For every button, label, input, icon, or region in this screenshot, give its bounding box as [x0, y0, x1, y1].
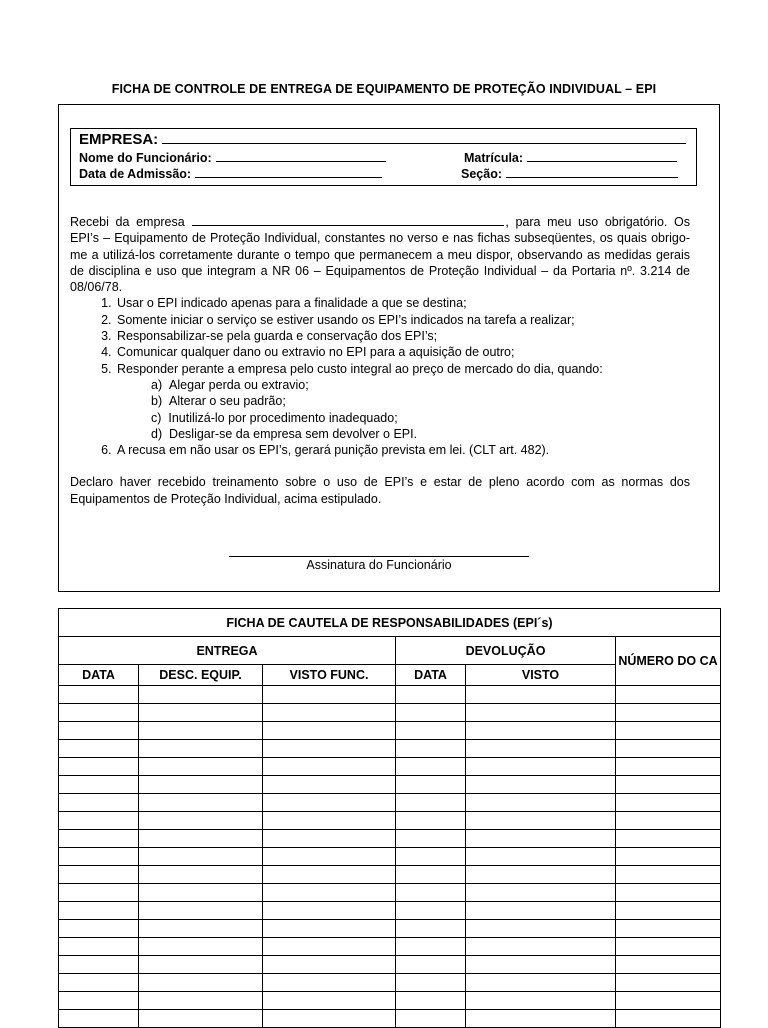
table-cell[interactable]	[616, 686, 721, 704]
column-header-equipment: DESC. EQUIP.	[139, 665, 263, 686]
table-cell[interactable]	[139, 992, 263, 1010]
table-cell[interactable]	[263, 704, 396, 722]
table-cell[interactable]	[466, 866, 616, 884]
table-cell[interactable]	[59, 992, 139, 1010]
table-cell[interactable]	[139, 758, 263, 776]
table-cell[interactable]	[396, 956, 466, 974]
table-cell[interactable]	[263, 758, 396, 776]
table-cell[interactable]	[263, 866, 396, 884]
table-cell[interactable]	[396, 938, 466, 956]
table-cell[interactable]	[139, 776, 263, 794]
table-cell[interactable]	[616, 992, 721, 1010]
list-item: 4. Comunicar qualquer dano ou extravio no EPI para a aquisição de outro;	[115, 344, 690, 360]
table-cell[interactable]	[616, 956, 721, 974]
table-cell[interactable]	[139, 884, 263, 902]
table-cell[interactable]	[263, 902, 396, 920]
table-row	[59, 740, 721, 758]
column-header-return-date: DATA	[396, 665, 466, 686]
table-cell[interactable]	[139, 920, 263, 938]
table-cell[interactable]	[59, 1010, 139, 1028]
admission-date-field[interactable]	[195, 166, 382, 178]
table-cell[interactable]	[139, 974, 263, 992]
table-cell[interactable]	[263, 1010, 396, 1028]
table-cell[interactable]	[263, 992, 396, 1010]
obligations-list	[70, 295, 690, 458]
table-row	[59, 776, 721, 794]
table-cell[interactable]	[616, 902, 721, 920]
table-cell[interactable]	[396, 776, 466, 794]
table-row	[59, 758, 721, 776]
table-cell[interactable]	[396, 920, 466, 938]
table-cell[interactable]	[466, 740, 616, 758]
table-cell[interactable]	[263, 812, 396, 830]
table-row	[59, 722, 721, 740]
table-cell[interactable]	[59, 956, 139, 974]
table-cell[interactable]	[59, 920, 139, 938]
sub-list-item: d) Desligar-se da empresa sem devolver o EPI.	[151, 426, 418, 441]
table-cell[interactable]	[616, 830, 721, 848]
table-row	[59, 866, 721, 884]
table-cell[interactable]	[616, 974, 721, 992]
list-item: 1. Usar o EPI indicado apenas para a finalidade a que se destina;	[115, 295, 690, 311]
table-cell[interactable]	[616, 848, 721, 866]
list-item	[115, 361, 690, 442]
table-cell[interactable]	[59, 722, 139, 740]
table-cell[interactable]	[396, 686, 466, 704]
list-item: 2. Somente iniciar o serviço se estiver usando os EPI’s indicados na tarefa a realizar;	[115, 312, 690, 328]
table-cell[interactable]	[139, 704, 263, 722]
table-cell[interactable]	[59, 776, 139, 794]
list-item: 3. Responsabilizar-se pela guarda e conservação dos EPI’s;	[115, 328, 690, 344]
table-cell[interactable]	[59, 848, 139, 866]
table-cell[interactable]	[59, 938, 139, 956]
table-cell[interactable]	[139, 956, 263, 974]
table-cell[interactable]	[616, 722, 721, 740]
company-blank-field[interactable]	[192, 214, 504, 226]
section-label: Seção:	[461, 167, 502, 181]
table-cell[interactable]	[139, 722, 263, 740]
table-cell[interactable]	[616, 776, 721, 794]
table-cell[interactable]	[466, 686, 616, 704]
registration-label: Matrícula:	[464, 151, 524, 165]
table-cell[interactable]	[466, 956, 616, 974]
receipt-end: , para meu uso obrigatório. Os EPI’s – Equipamento de Proteção Individual, constantes no verso e nas fichas subseqüentes, os quais obrigo-me a utilizá-los corretamente durante o tempo que permanecem a meu dispor, observando as medidas gerais de disciplina e uso que integram a NR 06 – Equipamentos de Proteção Individual – da Portaria nº. 3.214 de 08/06/78.	[70, 215, 690, 295]
table-cell[interactable]	[396, 812, 466, 830]
employee-name-label: Nome do Funcionário:	[79, 151, 212, 165]
list-item-text: Responder perante a empresa pelo custo integral ao preço de mercado do dia, quando:	[117, 361, 603, 376]
return-group-header: DEVOLUÇÃO	[396, 637, 616, 665]
table-row	[59, 920, 721, 938]
table-row	[59, 884, 721, 902]
table-cell[interactable]	[263, 920, 396, 938]
table-row	[59, 704, 721, 722]
table-cell[interactable]	[139, 1010, 263, 1028]
table-cell[interactable]	[396, 992, 466, 1010]
table-cell[interactable]	[616, 704, 721, 722]
section-field[interactable]	[506, 166, 678, 178]
table-cell[interactable]	[139, 902, 263, 920]
table-cell[interactable]	[263, 974, 396, 992]
registration-field[interactable]	[527, 150, 677, 162]
table-cell[interactable]	[263, 740, 396, 758]
table-cell[interactable]	[263, 776, 396, 794]
table-cell[interactable]	[616, 740, 721, 758]
table-row	[59, 992, 721, 1010]
table-cell[interactable]	[396, 740, 466, 758]
company-field[interactable]	[162, 131, 686, 144]
table-cell[interactable]	[466, 830, 616, 848]
table-cell[interactable]	[59, 830, 139, 848]
table-cell[interactable]	[396, 902, 466, 920]
table-row	[59, 686, 721, 704]
sub-list-item: b) Alterar o seu padrão;	[151, 394, 286, 409]
responsibility-table	[58, 608, 721, 1028]
table-cell[interactable]	[616, 758, 721, 776]
sub-list	[117, 377, 690, 442]
table-cell[interactable]	[139, 848, 263, 866]
table-cell[interactable]	[263, 848, 396, 866]
table-cell[interactable]	[263, 794, 396, 812]
list-item: 6. A recusa em não usar os EPI’s, gerará punição prevista em lei. (CLT art. 482).	[115, 442, 690, 458]
table-row	[59, 956, 721, 974]
table-cell[interactable]	[466, 722, 616, 740]
table-cell[interactable]	[616, 812, 721, 830]
document-title: FICHA DE CONTROLE DE ENTREGA DE EQUIPAMENTO DE PROTEÇÃO INDIVIDUAL – EPI	[111, 82, 657, 96]
declaration-text	[70, 214, 690, 507]
table-cell[interactable]	[466, 884, 616, 902]
table-cell[interactable]	[263, 956, 396, 974]
table-cell[interactable]	[396, 704, 466, 722]
table-cell[interactable]	[466, 1010, 616, 1028]
table-cell[interactable]	[616, 920, 721, 938]
table-row	[59, 830, 721, 848]
table-cell[interactable]	[466, 902, 616, 920]
table-cell[interactable]	[59, 812, 139, 830]
table-cell[interactable]	[139, 812, 263, 830]
table-cell[interactable]	[263, 722, 396, 740]
column-header-check: VISTO	[466, 665, 616, 686]
table-row	[59, 902, 721, 920]
table-row	[59, 812, 721, 830]
table-cell[interactable]	[396, 758, 466, 776]
table-cell[interactable]	[139, 740, 263, 758]
table-cell[interactable]	[59, 866, 139, 884]
table-cell[interactable]	[59, 740, 139, 758]
table-cell[interactable]	[466, 704, 616, 722]
table-cell[interactable]	[396, 974, 466, 992]
table-cell[interactable]	[466, 812, 616, 830]
table-cell[interactable]	[396, 830, 466, 848]
column-header-employee-check: VISTO FUNC.	[263, 665, 396, 686]
table-cell[interactable]	[139, 938, 263, 956]
signature-label: Assinatura do Funcionário	[306, 558, 452, 572]
table-cell[interactable]	[466, 776, 616, 794]
table-cell[interactable]	[466, 794, 616, 812]
company-row	[79, 131, 686, 148]
declaration-box	[58, 104, 720, 592]
table-cell[interactable]	[59, 704, 139, 722]
receipt-paragraph	[70, 214, 690, 295]
table-cell[interactable]	[466, 938, 616, 956]
ca-number-header: NÚMERO DO CA	[616, 637, 721, 686]
table-cell[interactable]	[616, 938, 721, 956]
admission-date-row	[79, 166, 382, 181]
table-cell[interactable]	[466, 920, 616, 938]
sub-list-item: c) Inutilizá-lo por procedimento inadequado;	[151, 410, 398, 425]
delivery-group-header: ENTREGA	[59, 637, 396, 665]
admission-date-label: Data de Admissão:	[79, 167, 192, 181]
table-cell[interactable]	[466, 758, 616, 776]
table-cell[interactable]	[59, 758, 139, 776]
table-cell[interactable]	[59, 794, 139, 812]
registration-row	[464, 150, 677, 165]
sub-list-item: a) Alegar perda ou extravio;	[151, 377, 309, 392]
table-cell[interactable]	[396, 866, 466, 884]
table-cell[interactable]	[616, 884, 721, 902]
table-row	[59, 848, 721, 866]
declaration-paragraph: Declaro haver recebido treinamento sobre o uso de EPI’s e estar de pleno acordo com as normas dos Equipamentos de Proteção Individual, acima estipulado.	[70, 475, 690, 506]
table-title: FICHA DE CAUTELA DE RESPONSABILIDADES (EPI´s)	[59, 609, 721, 637]
column-header-date: DATA	[59, 665, 139, 686]
table-cell[interactable]	[263, 830, 396, 848]
table-cell[interactable]	[616, 866, 721, 884]
employee-info-box	[70, 128, 697, 186]
table-cell[interactable]	[616, 1010, 721, 1028]
table-cell[interactable]	[139, 794, 263, 812]
table-cell[interactable]	[396, 884, 466, 902]
table-cell[interactable]	[396, 722, 466, 740]
section-row	[461, 166, 678, 181]
table-cell[interactable]	[59, 686, 139, 704]
table-cell[interactable]	[466, 848, 616, 866]
table-cell[interactable]	[263, 884, 396, 902]
table-cell[interactable]	[59, 884, 139, 902]
table-cell[interactable]	[466, 992, 616, 1010]
table-cell[interactable]	[396, 794, 466, 812]
table-cell[interactable]	[139, 866, 263, 884]
employee-name-row	[79, 150, 386, 165]
signature-line[interactable]	[229, 556, 529, 557]
table-row	[59, 974, 721, 992]
table-cell[interactable]	[616, 794, 721, 812]
table-cell[interactable]	[396, 848, 466, 866]
table-row	[59, 938, 721, 956]
table-row	[59, 1010, 721, 1028]
table-cell[interactable]	[59, 902, 139, 920]
receipt-start: Recebi da empresa	[70, 215, 185, 229]
table-cell[interactable]	[263, 686, 396, 704]
table-body	[59, 686, 721, 1028]
table-cell[interactable]	[396, 1010, 466, 1028]
table-cell[interactable]	[139, 686, 263, 704]
table-cell[interactable]	[59, 974, 139, 992]
table-cell[interactable]	[263, 938, 396, 956]
company-label: EMPRESA:	[79, 131, 159, 148]
table-cell[interactable]	[139, 830, 263, 848]
table-cell[interactable]	[466, 974, 616, 992]
table-row	[59, 794, 721, 812]
employee-name-field[interactable]	[216, 150, 386, 162]
